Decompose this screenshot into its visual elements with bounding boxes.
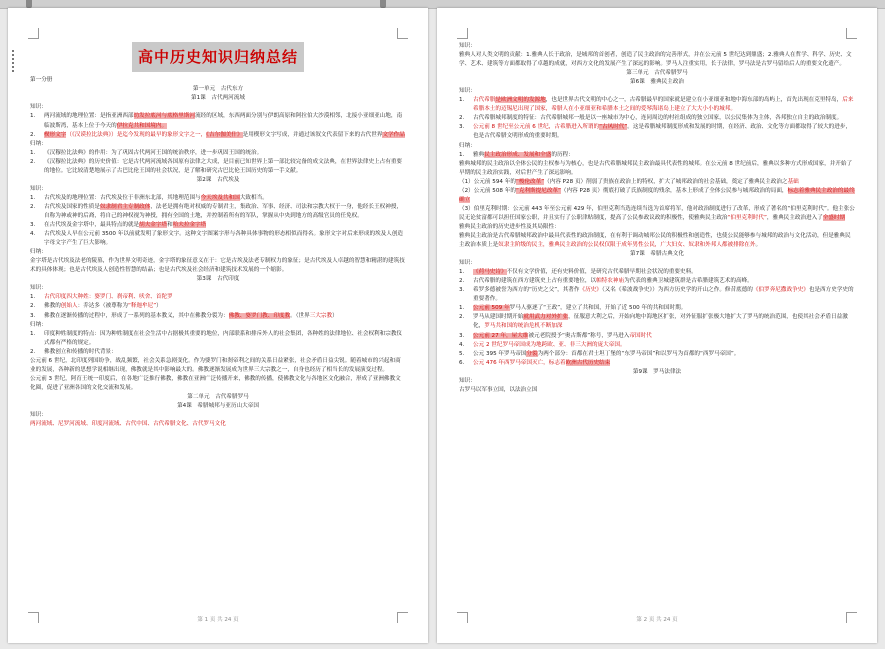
list-item: 2. 古代希腊城邦制度的特征：古代希腊城邦一般是以一座城市为中心，连同周边的村社组成的独立国家，以公民集体为主体，各邦独立自主的政治制度。 — [459, 115, 843, 122]
drag-handle-icon[interactable] — [11, 50, 17, 74]
document-page-1[interactable] — [8, 8, 428, 643]
lesson-heading: 第6课 雅典民主政治 — [630, 79, 684, 86]
document-page-2[interactable] — [437, 8, 877, 643]
lesson-heading: 第9课 罗马法律法 — [632, 368, 682, 375]
list-item: 1. 《汉穆拉比法典》的作用：为了巩固古代两河王国的统治秩序，进一步巩固王国的统治。 — [30, 149, 263, 156]
paragraph: 雅典民主政治的历史进步性及其局限性： — [459, 223, 560, 230]
paragraph: （1）公元前 594 年的“梭伦改革”（内容 P28 页）削弱了贵族在政治上的特权，扩大了城邦政治的社会基础，奠定了雅典民主政治之基础 — [459, 178, 799, 185]
list-item: 2. 《汉穆拉比法典》的历史价值：它是古代两河流域各国原有法律之大成，是目前已知世界上第一部比较完备的成文法典，在世界法律史上占有重要的地位。它比较清楚地展示了古巴比伦王国的社会状况，是了解和研究古巴比伦王国历史的第一手文献。 — [30, 158, 403, 174]
paragraph: 古罗马以军事立国，以法治立国 — [459, 386, 538, 393]
margin-corner-mark — [397, 28, 408, 39]
list-item: 4. 公元 2 世纪罗马帝国成为地跨欧、亚、非三大洲的庞大帝国。 — [459, 341, 626, 348]
section-label: 归纳： — [30, 321, 47, 328]
list-item: 3. 公元前 27 年，屋大维被元老院授予“奥古斯都”称号，罗马进入帝国时代 — [459, 332, 652, 339]
list-item: 2. 佛教创立和传播的时代背景： — [30, 348, 117, 355]
section-label: 归纳： — [30, 249, 47, 256]
unit-heading: 第一单元 古代东方 — [192, 86, 244, 93]
paragraph: 雅典民主政治是古代希腊城邦政治中最具代表性的政治制度，在有利于调动城邦公民的积极性和创造性，也使公民能够参与城邦的政治与文化活动，但是雅典民主政治本质上是奴隶主阶级的民主，雅典民主政治的公民权仅限于成年男性公民，广大妇女、奴隶和外邦人都被排除在外。 — [459, 232, 851, 249]
section-label: 知识： — [459, 43, 476, 49]
list-item: 1. 印度种姓制度的特点：因为种姓制度在社会生活中占据极其重要的地位，内部联系和排斥外人的社会集团，各种姓的法律地位、社会权利和宗教仪式都有严格的规定。 — [30, 330, 403, 346]
list-item: 1. 古代埃及的地理位置：古代埃及位于非洲东北部，其地理范围与今天埃及共和国大致相当。 — [30, 194, 268, 201]
list-item: 5. 公元 395 年罗马帝国分裂为两个部分：首都在君士坦丁堡的“东罗马帝国”和以罗马为首都的“西罗马帝国”。 — [459, 350, 740, 357]
margin-corner-mark — [846, 28, 857, 39]
list-item: 1. 雅典民主政治形成、发展和全盛的历程： — [459, 151, 574, 158]
list-item: 1. 古代希腊是欧洲文明的发源地，也是世界古代文明的中心之一，古希腊最早的国家就是建立在小亚细亚和地中海东部的岛屿上，首先出现在克里特岛，后来希腊本土的迈锡尼出现了国家，希腊人在小亚细亚和希腊本土之间的爱琴海诸岛上建立了大大小小的城邦。 — [459, 97, 854, 113]
paragraph: 雅典人对人类文明的贡献：1.雅典人长于政治，是城邦的首创者，创造了民主政治的完善形式，并在公元前 5 世纪达到鼎盛；2.雅典人在哲学、科学、历史、文学、艺术、建筑等方面都取得了卓越的成就，对西方文化的发展产生了深远的影响。罗马人注重实用，长于法律，罗马法是古罗马留给后人的重要文化遗产。 — [459, 52, 852, 68]
page-1-content[interactable] — [30, 42, 406, 429]
paragraph: 公元前 3 世纪，阿育王统一印度后，在各地广泛推行佛教，佛教在亚洲广泛传播开来，佛教的传播，使佛教文化与各地区文化融合，形成了亚洲佛教文化圈，促进了亚洲各国的文化交流和发展。 — [30, 375, 401, 391]
page-footer: 第 2 页 共 24 页 — [636, 617, 678, 623]
list-item: 1. 古代印度四大种姓：婆罗门、刹帝利、吠舍、首陀罗 — [30, 294, 173, 301]
section-label: 知识： — [459, 377, 476, 384]
section-label: 知识： — [30, 285, 47, 292]
lesson-heading: 第7课 希腊古典文化 — [630, 251, 684, 258]
section-label: 知识： — [459, 88, 476, 95]
right-indent-marker[interactable] — [380, 0, 386, 8]
list-item: 1. 两河流域的地理位置：是指亚洲西部幼发拉底河与底格里斯河流经的区域，东西两面分别与伊朗高原和阿拉伯大沙漠相邻，北接小亚细亚山地，南临波斯湾，基本上位于今天的伊拉克共和国境内。 — [30, 113, 403, 129]
section-label: 知识： — [459, 260, 476, 267]
list-item: 3. 佛教在逐渐传播的过程中，形成了一系列的基本教义，其中在佛教分裂为：佛教、婆罗门教、印度教。（世界三大宗教） — [30, 312, 338, 319]
lesson-heading: 第3课 古代印度 — [196, 276, 240, 283]
paragraph: 两河流域、尼罗河流域、印度河流域、古代中国、古代希腊文化、古代罗马文化 — [30, 421, 226, 428]
book-label: 第一分册 — [30, 77, 53, 84]
section-label: 知识： — [30, 185, 47, 192]
list-item: 2. 罗马从建国时期开始就用武力对外扩张，征服意大利之后，开始向地中海地区扩张，对外征服扩张极大地扩大了罗马的统治范围，也使其社会矛盾日益激化，罗马共和国的统治危机不断加深 — [459, 314, 848, 330]
page-2-content[interactable] — [459, 42, 855, 395]
unit-heading: 第三单元 古代希腊罗马 — [626, 70, 688, 77]
list-item: 2. 古代埃及国家的性质是奴隶制君主专制政体，法老是拥有绝对权威的专制君主，集政治、军事、经济、司法和宗教大权于一身，他经长王权神授，自称为神或神的后裔，将自己的神权视为神授，拥有全国的土地，并控制着所有的军队，掌握从中央到地方的高级官员的任免权。 — [30, 203, 403, 219]
page-footer: 第 1 页 共 24 页 — [197, 617, 239, 623]
lesson-heading: 第1课 古代两河流域 — [191, 95, 245, 102]
list-item: 1. 公元前 509 年罗马人驱逐了“王政”，建立了共和国，开始了近 500 年的共和国时期。 — [459, 305, 687, 312]
section-label: 归纳： — [30, 140, 47, 147]
paragraph: （3）伯里克利时期：公元前 443 年至公元前 429 年，伯里克利当选连续当选为首席将军，他对政治制度进行了改革，形成了著名的“伯里克利时代”。他主张公民无论贫富都可以担任国家公职，并且实行了公职津贴制度，提高了公民参政议政的积极性，使雅典民主政治“伯里克利时代”，雅典民主政治进入了全盛时期 — [459, 205, 855, 221]
paragraph: （2）公元前 508 年的“克利斯提尼改革”（内容 P28 页）彻底打破了氏族制度的残余，基本上形成了全体公民参与城邦政治的局面，标志着雅典民主政治的最终确立 — [459, 187, 855, 203]
list-item: 2. 古代希腊的建筑在西方建筑史上占有重要地位，以帕特农神庙为代表的雅典卫城建筑群是古希腊建筑艺术的高峰。 — [459, 278, 753, 285]
left-indent-marker[interactable] — [26, 0, 32, 8]
section-label: 知识： — [30, 104, 47, 111]
margin-corner-mark — [28, 28, 39, 39]
document-title: 高中历史知识归纳总结 — [30, 42, 406, 72]
list-item: 3. 在古代埃及金字塔中，最具特点的就是胡夫金字塔和哈夫拉金字塔 — [30, 222, 207, 229]
section-label: 知识： — [30, 412, 47, 419]
unit-heading: 第二单元 古代希腊罗马 — [187, 393, 249, 400]
paragraph: 雅典城邦的民主政治以全体公民的主权参与为核心，也是古代希腊城邦民主政治最具代表性的城邦。在公元前 8 世纪前后，雅典以多种方式形成国家，并开始了早期的民主政治实践，对后世产生了深远影响。 — [459, 160, 853, 176]
margin-corner-mark — [457, 28, 468, 39]
list-item: 4. 古代埃及人早在公元前 3500 年以前就发明了象形文字。这种文字图案字形与各种具体事物的形态相似而得名。象形文字对后来形成的埃及人创造字母文字产生了巨大影响。 — [30, 231, 404, 247]
list-item: 1. 《荷马史诗》不仅有文学价值，还有史料价值，是研究古代希腊早期社会状况的重要史料。 — [459, 269, 697, 276]
paragraph: 公元前 6 世纪，北印度列国纷争，战乱频繁，社会关系急剧变化。作为婆罗门和刹帝利之间的关系日益紧张，社会矛盾日益尖锐。随着城市的兴起和商业的发展，各种新的思想学说相继出现，佛教就是其中影响最大的。佛教逐渐发展成为世界三大宗教之一，自身也经历了相当长的发展演变过程。 — [30, 357, 401, 373]
list-item: 2. 楔形文字（《汉谟拉比法典》）是迄今发现的最早的象形文字之一，《吉尔伽美什》是用楔形文字写成，并通过该叙文代表留下来的古代世界文学作品 — [30, 131, 405, 138]
paragraph: 金字塔是古代埃及法老的陵墓，作为世界文明奇迹，金字塔的象征意义在于：它是古埃及法老专制权力的象征；是古代埃及人卓越的智慧和精湛的建筑技术的具体体现；也是古代埃及人创造性智慧的结晶；也是古代埃及社会经济和建筑技术发展的一个缩影。 — [30, 258, 405, 274]
list-item: 6. 公元 476 年西罗马帝国灭亡，标志着欧洲古代历史结束 — [459, 359, 611, 366]
section-label: 归纳： — [459, 142, 476, 149]
list-item: 2. 佛教的创始人：乔达多（被尊称为“释迦牟尼”） — [30, 303, 162, 310]
list-item: 3. 希罗多德被誉为西方的“历史之父”，其著作《历史》（又名《希波战争史》）为西方历史学的开山之作。修昔底德的《伯罗奔尼撒战争史》也是西方史学史的重要著作。 — [459, 287, 854, 303]
list-item: 3. 公元前 8 世纪至公元前 6 世纪，古希腊进入所谓的“古风时代”。这是希腊城邦制度形成和发展的时期，在经济、政治、文化等方面都取得了较大的进步，也是古代希腊文明形成的重要时期。 — [459, 124, 852, 140]
lesson-heading: 第2课 古代埃及 — [196, 176, 240, 183]
lesson-heading: 第4课 希腊城邦与亚历山大帝国 — [177, 402, 259, 409]
